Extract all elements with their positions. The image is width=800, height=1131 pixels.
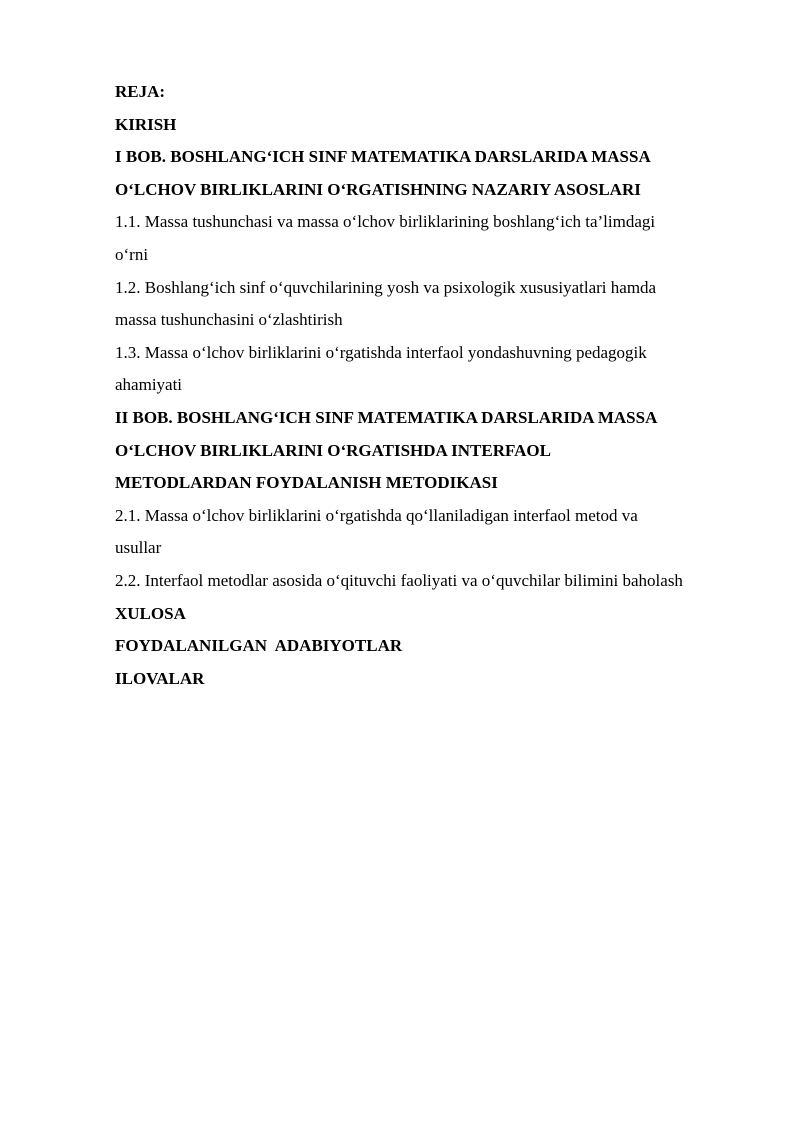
section-1-3-line-1: 1.3. Massa o‘lchov birliklarini o‘rgatishda interfaol yondashuvning pedagogik bbox=[115, 342, 647, 362]
section-2-2-line-1: 2.2. Interfaol metodlar asosida o‘qituvchi faoliyati va o‘quvchilar bilimini baholash bbox=[115, 570, 683, 590]
appendices-heading: ILOVALAR bbox=[115, 668, 205, 688]
document-page bbox=[115, 76, 775, 695]
chapter-1-title-line-2: O‘LCHOV BIRLIKLARINI O‘RGATISHNING NAZARIY ASOSLARI bbox=[115, 179, 641, 199]
section-2-1-line-2: usullar bbox=[115, 538, 162, 558]
plan-heading: REJA: bbox=[115, 82, 166, 101]
conclusion-heading: XULOSA bbox=[115, 603, 186, 623]
section-1-1-line-2: o‘rni bbox=[115, 244, 149, 264]
chapter-2-title-line-2: O‘LCHOV BIRLIKLARINI O‘RGATISHDA INTERFAOL bbox=[115, 440, 551, 460]
introduction-heading: KIRISH bbox=[115, 114, 177, 134]
chapter-2-title-line-3: METODLARDAN FOYDALANISH METODIKASI bbox=[115, 473, 498, 493]
section-2-1-line-1: 2.1. Massa o‘lchov birliklarini o‘rgatishda qo‘llaniladigan interfaol metod va bbox=[115, 505, 638, 525]
section-1-3-line-2: ahamiyati bbox=[115, 375, 183, 395]
chapter-2-title-line-1: II BOB. BOSHLANG‘ICH SINF MATEMATIKA DARSLARIDA MASSA bbox=[115, 407, 658, 427]
section-1-1-line-1: 1.1. Massa tushunchasi va massa o‘lchov birliklarining boshlang‘ich ta’limdagi bbox=[115, 212, 656, 232]
references-heading: FOYDALANILGAN ADABIYOTLAR bbox=[115, 636, 403, 656]
section-1-2-line-2: massa tushunchasini o‘zlashtirish bbox=[115, 310, 343, 330]
section-1-2-line-1: 1.2. Boshlang‘ich sinf o‘quvchilarining yosh va psixologik xususiyatlari hamda bbox=[115, 277, 657, 297]
chapter-1-title-line-1: I BOB. BOSHLANG‘ICH SINF MATEMATIKA DARSLARIDA MASSA bbox=[115, 147, 651, 167]
